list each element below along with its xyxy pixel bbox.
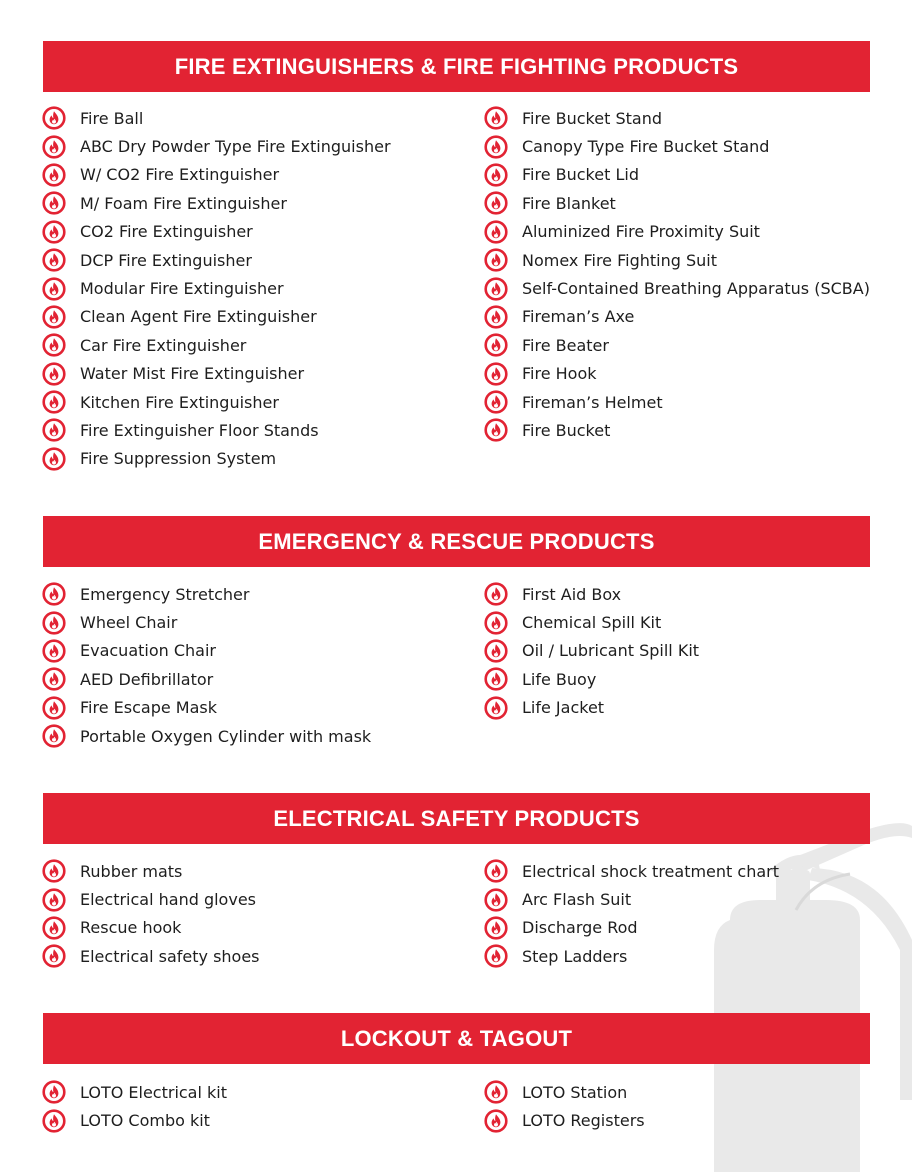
list-item-label: LOTO Station (522, 1082, 628, 1102)
flame-icon (42, 418, 66, 442)
list-item-label: Electrical safety shoes (80, 946, 260, 966)
left-column (42, 1078, 472, 1135)
list-item-label: CO2 Fire Extinguisher (80, 222, 253, 242)
flame-icon (42, 106, 66, 130)
list-item-label: LOTO Combo kit (80, 1111, 210, 1131)
list-item (42, 388, 472, 416)
list-item (484, 637, 884, 665)
list-item (42, 694, 472, 722)
flame-icon (484, 944, 508, 968)
list-item-label: ABC Dry Powder Type Fire Extinguisher (80, 137, 391, 157)
list-item-label: First Aid Box (522, 584, 622, 604)
flame-icon (484, 888, 508, 912)
list-item-label: Modular Fire Extinguisher (80, 279, 284, 299)
flame-icon (42, 639, 66, 663)
flame-icon (484, 582, 508, 606)
flame-icon (42, 191, 66, 215)
flame-icon (42, 305, 66, 329)
flame-icon (484, 248, 508, 272)
list-item (42, 303, 472, 331)
flame-icon (42, 724, 66, 748)
list-item-label: Rescue hook (80, 918, 182, 938)
list-item-label: Emergency Stretcher (80, 584, 250, 604)
list-item-label: Fire Suppression System (80, 449, 277, 469)
list-item (42, 360, 472, 388)
list-item (484, 104, 884, 132)
list-item-label: Electrical hand gloves (80, 890, 256, 910)
list-item (42, 189, 472, 217)
list-item-label: DCP Fire Extinguisher (80, 250, 252, 270)
list-item-label: Car Fire Extinguisher (80, 335, 247, 355)
list-item-label: Wheel Chair (80, 613, 178, 633)
list-item (484, 942, 884, 970)
flame-icon (484, 390, 508, 414)
flame-icon (42, 888, 66, 912)
list-item (42, 218, 472, 246)
right-column (484, 1078, 884, 1135)
flame-icon (42, 944, 66, 968)
flame-icon (484, 305, 508, 329)
section-title: EMERGENCY & RESCUE PRODUCTS (43, 516, 870, 567)
flame-icon (42, 582, 66, 606)
list-item-label: Fire Bucket (522, 420, 611, 440)
list-item-label: Clean Agent Fire Extinguisher (80, 307, 317, 327)
list-item (484, 1078, 884, 1106)
flame-icon (484, 106, 508, 130)
list-item (42, 1078, 472, 1106)
flame-icon (484, 667, 508, 691)
list-item (42, 580, 472, 608)
flame-icon (484, 1109, 508, 1133)
flame-icon (42, 1080, 66, 1104)
list-item-label: LOTO Electrical kit (80, 1082, 227, 1102)
list-item (42, 416, 472, 444)
flame-icon (42, 333, 66, 357)
flame-icon (484, 611, 508, 635)
list-item-label: Fire Beater (522, 335, 609, 355)
flame-icon (42, 135, 66, 159)
list-item-label: Fire Ball (80, 108, 144, 128)
list-item (42, 132, 472, 160)
list-item (42, 1106, 472, 1134)
list-item (42, 914, 472, 942)
flame-icon (42, 859, 66, 883)
section-title: ELECTRICAL SAFETY PRODUCTS (43, 793, 870, 844)
list-item-label: Aluminized Fire Proximity Suit (522, 222, 760, 242)
flame-icon (42, 1109, 66, 1133)
flame-icon (42, 390, 66, 414)
list-item-label: Nomex Fire Fighting Suit (522, 250, 717, 270)
list-item (484, 360, 884, 388)
right-column (484, 857, 884, 971)
flame-icon (484, 277, 508, 301)
list-item-label: Fire Bucket Lid (522, 165, 639, 185)
list-item (484, 218, 884, 246)
list-item (484, 665, 884, 693)
list-item (484, 274, 884, 302)
flame-icon (42, 362, 66, 386)
list-item-label: Fire Extinguisher Floor Stands (80, 420, 319, 440)
flame-icon (42, 220, 66, 244)
list-item (484, 161, 884, 189)
list-item (484, 1106, 884, 1134)
flame-icon (42, 611, 66, 635)
list-item-label: Rubber mats (80, 861, 183, 881)
flame-icon (42, 696, 66, 720)
list-item (42, 885, 472, 913)
list-item (42, 246, 472, 274)
list-item-label: Fire Escape Mask (80, 698, 217, 718)
list-item-label: Life Buoy (522, 669, 597, 689)
list-item (42, 331, 472, 359)
list-item-label: Fire Blanket (522, 193, 616, 213)
list-item (42, 274, 472, 302)
list-item-label: Fire Bucket Stand (522, 108, 662, 128)
right-column (484, 104, 884, 445)
list-item (42, 608, 472, 636)
right-column (484, 580, 884, 722)
list-item-label: LOTO Registers (522, 1111, 645, 1131)
flame-icon (42, 447, 66, 471)
list-item-label: Fire Hook (522, 364, 597, 384)
list-item-label: AED Defibrillator (80, 669, 214, 689)
flame-icon (484, 220, 508, 244)
list-item (42, 942, 472, 970)
list-item (484, 331, 884, 359)
list-item (484, 694, 884, 722)
flame-icon (484, 333, 508, 357)
list-item (42, 445, 472, 473)
list-item-label: Kitchen Fire Extinguisher (80, 392, 279, 412)
section-title: FIRE EXTINGUISHERS & FIRE FIGHTING PRODUCTS (43, 41, 870, 92)
list-item (42, 722, 472, 750)
flame-icon (42, 163, 66, 187)
list-item-label: Chemical Spill Kit (522, 613, 662, 633)
list-item-label: M/ Foam Fire Extinguisher (80, 193, 287, 213)
flame-icon (42, 916, 66, 940)
list-item-label: Arc Flash Suit (522, 890, 632, 910)
flame-icon (484, 696, 508, 720)
list-item (484, 388, 884, 416)
list-item (484, 303, 884, 331)
flame-icon (42, 667, 66, 691)
flame-icon (484, 859, 508, 883)
list-item (484, 608, 884, 636)
list-item-label: Life Jacket (522, 698, 605, 718)
left-column (42, 104, 472, 473)
left-column (42, 857, 472, 971)
flame-icon (484, 135, 508, 159)
list-item-label: Electrical shock treatment chart (522, 861, 779, 881)
list-item-label: W/ CO2 Fire Extinguisher (80, 165, 280, 185)
list-item (42, 104, 472, 132)
list-item (42, 665, 472, 693)
left-column (42, 580, 472, 750)
list-item (484, 416, 884, 444)
list-item (484, 189, 884, 217)
flame-icon (484, 639, 508, 663)
list-item (484, 885, 884, 913)
list-item-label: Water Mist Fire Extinguisher (80, 364, 305, 384)
flame-icon (484, 191, 508, 215)
flame-icon (42, 277, 66, 301)
list-item-label: Portable Oxygen Cylinder with mask (80, 726, 372, 746)
list-item-label: Fireman’s Axe (522, 307, 635, 327)
flame-icon (484, 916, 508, 940)
list-item-label: Discharge Rod (522, 918, 638, 938)
list-item (484, 914, 884, 942)
flame-icon (484, 418, 508, 442)
list-item (42, 857, 472, 885)
list-item-label: Oil / Lubricant Spill Kit (522, 641, 700, 661)
list-item (484, 246, 884, 274)
flame-icon (484, 1080, 508, 1104)
list-item (484, 132, 884, 160)
list-item-label: Self-Contained Breathing Apparatus (SCBA) (522, 279, 870, 299)
list-item (42, 637, 472, 665)
list-item (484, 580, 884, 608)
flame-icon (484, 163, 508, 187)
list-item-label: Fireman’s Helmet (522, 392, 663, 412)
list-item (42, 161, 472, 189)
section-title: LOCKOUT & TAGOUT (43, 1013, 870, 1064)
flame-icon (484, 362, 508, 386)
list-item-label: Canopy Type Fire Bucket Stand (522, 137, 770, 157)
list-item-label: Step Ladders (522, 946, 628, 966)
list-item (484, 857, 884, 885)
list-item-label: Evacuation Chair (80, 641, 216, 661)
flame-icon (42, 248, 66, 272)
